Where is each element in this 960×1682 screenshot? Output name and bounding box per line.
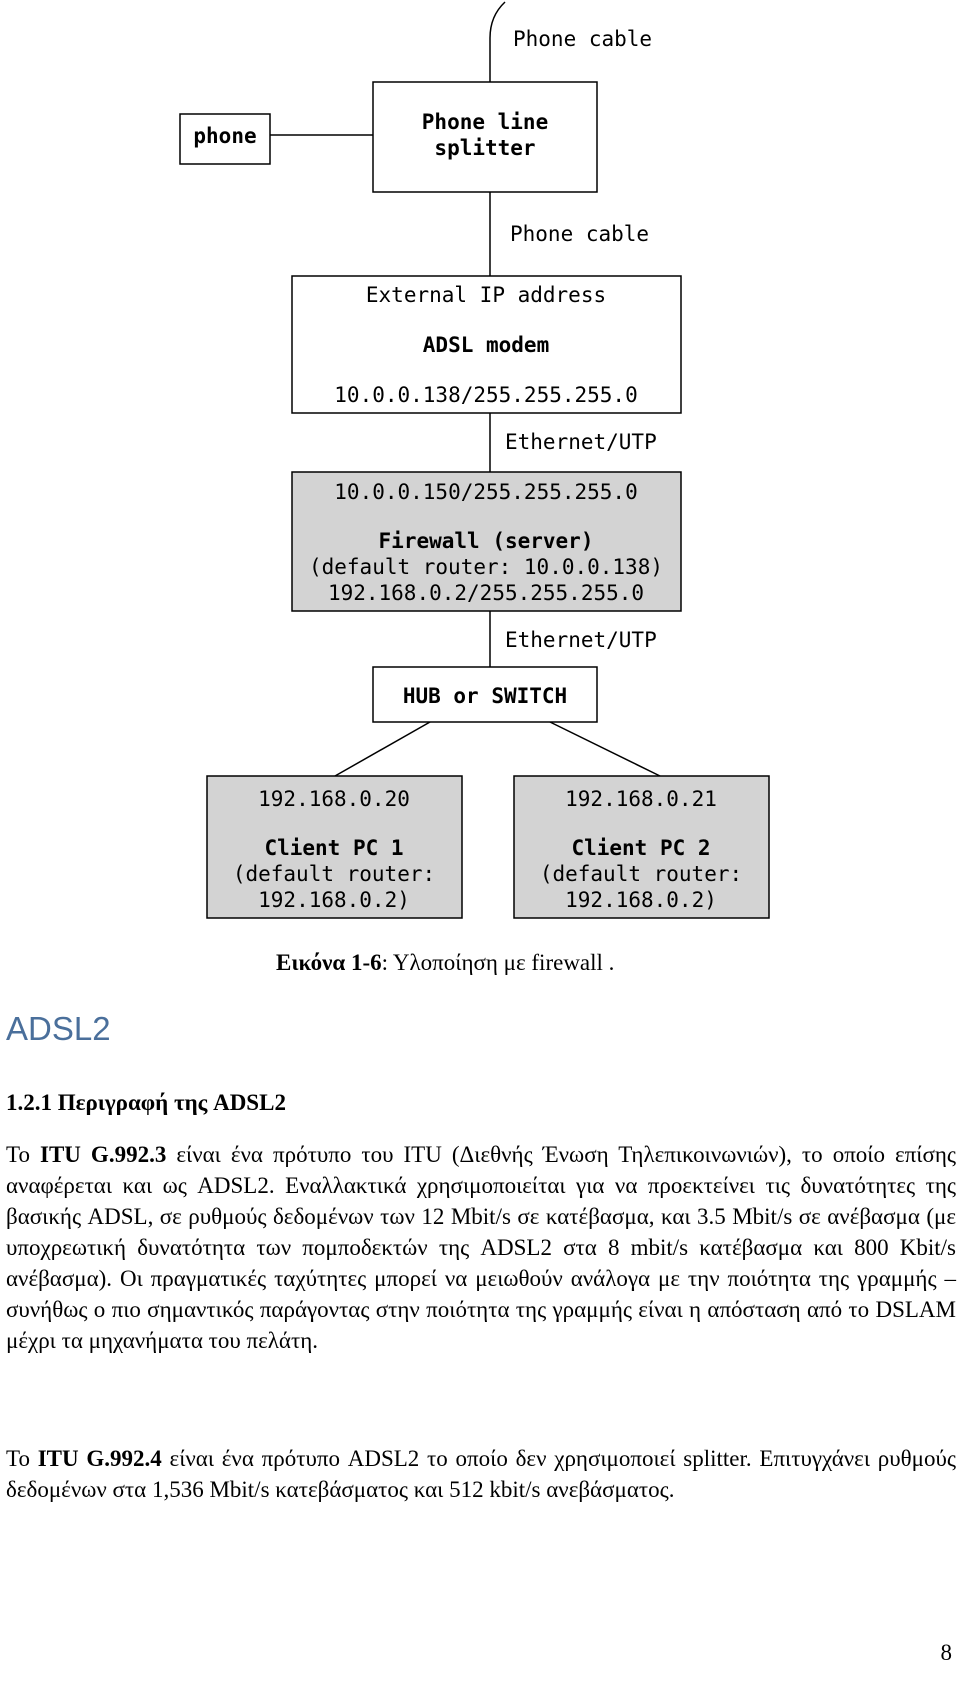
hub-to-pc2-line [550, 722, 660, 776]
pc2-name-label: Client PC 2 [571, 836, 711, 860]
modem-ip-label: 10.0.0.138/255.255.255.0 [334, 383, 638, 407]
paragraph-g9923 [6, 1139, 956, 1356]
pc2-default-label-1: (default router: [539, 862, 743, 886]
splitter-label-line2: splitter [434, 136, 536, 160]
phone-cable-mid-label: Phone cable [510, 222, 650, 246]
hub-label: HUB or SWITCH [402, 684, 568, 708]
firewall-default-router-label: (default router: 10.0.0.138) [308, 555, 664, 579]
paragraph-g9924 [6, 1443, 956, 1505]
pc1-default-label-1: (default router: [232, 862, 436, 886]
phone-label: phone [193, 124, 257, 148]
ethernet-label-2: Ethernet/UTP [505, 628, 657, 652]
modem-name-label: ADSL modem [422, 333, 550, 357]
paragraph-g9924-standard: ITU G.992.4 [37, 1446, 162, 1471]
paragraph-g9924-text: είναι ένα πρότυπο ADSL2 το οποίο δεν χρησιμοποιεί splitter. Επιτυγχάνει ρυθμούς δεδομένων στα 1,536 Mbit/s κατεβάσματος και 512 kbit/s ανεβάσματος. [6, 1446, 956, 1502]
figure-caption-text: : Υλοποίηση με firewall . [381, 950, 615, 975]
pc1-name-label: Client PC 1 [264, 836, 404, 860]
firewall-ip2-label: 192.168.0.2/255.255.255.0 [327, 581, 645, 605]
ethernet-label-1: Ethernet/UTP [505, 430, 657, 454]
paragraph-g9923-text: είναι ένα πρότυπο του ITU (Διεθνής Ένωση Τηλεπικοινωνιών), το οποίο επίσης αναφέρεται και ως ADSL2. Εναλλακτικά χρησιμοποιείται για να προεκτείνει τις δυνατότητες της βασικής ADSL, σε ρυθμούς δεδομένων των 12 Mbit/s σε κατέβασμα, και 3.5 Mbit/s σε ανέβασμα (με υποχρεωτική δυνατότητα των πομποδεκτών της ADSL2 στα 8 mbit/s κατέβασμα και 800 Kbit/s ανέβασμα). Οι πραγματικές ταχύτητες μπορεί να μειωθούν ανάλογα με την ποιότητα της γραμμής – συνήθως ο πιο σημαντικός παράγοντας στην ποιότητα της γραμμής είναι η απόσταση από το DSLAM μέχρι τα μηχανήματα του πελάτη. [6, 1142, 957, 1353]
splitter-label-line1: Phone line [421, 110, 549, 134]
firewall-name-label: Firewall (server) [378, 529, 594, 553]
pc1-ip-label: 192.168.0.20 [258, 787, 410, 811]
paragraph-g9924-prefix: Το [6, 1446, 38, 1471]
section-heading: ADSL2 [6, 1010, 111, 1047]
hub-to-pc1-line [335, 722, 430, 776]
figure-caption [276, 950, 614, 976]
firewall-ip1-label: 10.0.0.150/255.255.255.0 [334, 480, 638, 504]
pc2-default-label-2: 192.168.0.2) [565, 888, 717, 912]
subsection-heading: 1.2.1 Περιγραφή της ADSL2 [6, 1090, 286, 1115]
page-number: 8 [940, 1640, 952, 1665]
modem-external-ip-label: External IP address [365, 283, 607, 307]
phone-cable-top-line [490, 2, 505, 82]
pc2-ip-label: 192.168.0.21 [565, 787, 717, 811]
pc1-default-label-2: 192.168.0.2) [258, 888, 410, 912]
paragraph-g9923-prefix: Το [6, 1142, 40, 1167]
figure-caption-label: Εικόνα 1-6 [276, 950, 382, 975]
phone-cable-top-label: Phone cable [513, 27, 653, 51]
paragraph-g9923-standard: ITU G.992.3 [40, 1142, 167, 1167]
